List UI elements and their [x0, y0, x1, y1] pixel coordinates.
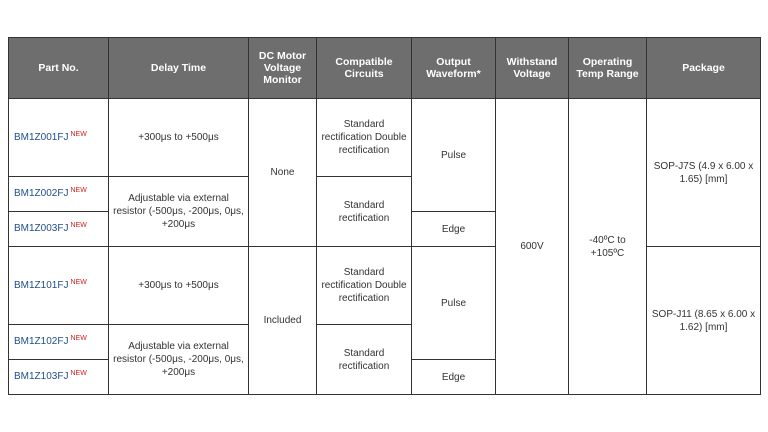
- dc-motor-cell: Included: [249, 247, 317, 395]
- part-cell: [9, 99, 109, 177]
- header-dc-motor-voltage-monitor: DC Motor Voltage Monitor: [249, 38, 317, 99]
- package-cell: SOP-J11 (8.65 x 6.00 x 1.62) [mm]: [647, 247, 761, 395]
- output-waveform-cell: Edge: [412, 360, 496, 395]
- header-compatible-circuits: Compatible Circuits: [317, 38, 412, 99]
- header-output-waveform: Output Waveform*: [412, 38, 496, 99]
- part-cell: [9, 360, 109, 395]
- compatible-circuits-cell: Standard rectification Double rectification: [317, 99, 412, 177]
- part-number-link[interactable]: BM1Z103FJ: [14, 371, 69, 382]
- withstand-voltage-cell: 600V: [496, 99, 569, 395]
- dc-motor-cell: None: [249, 99, 317, 247]
- delay-time-cell: Adjustable via external resistor (-500μs, -200μs, 0μs, +200μs: [109, 177, 249, 247]
- part-number-link[interactable]: BM1Z003FJ: [14, 223, 69, 234]
- table-row: [9, 247, 761, 325]
- new-badge: NEW: [70, 222, 87, 229]
- header-part-no: Part No.: [9, 38, 109, 99]
- part-number-link[interactable]: BM1Z002FJ: [14, 188, 69, 199]
- part-number-link[interactable]: BM1Z001FJ: [14, 131, 69, 143]
- output-waveform-cell: Edge: [412, 212, 496, 247]
- header-package: Package: [647, 38, 761, 99]
- part-cell: [9, 325, 109, 360]
- output-waveform-cell: Pulse: [412, 247, 496, 360]
- new-badge: NEW: [70, 335, 87, 342]
- header-delay-time: Delay Time: [109, 38, 249, 99]
- package-cell: SOP-J7S (4.9 x 6.00 x 1.65) [mm]: [647, 99, 761, 247]
- part-cell: [9, 212, 109, 247]
- new-badge: NEW: [70, 187, 87, 194]
- compatible-circuits-cell: Standard rectification: [317, 325, 412, 395]
- delay-time-cell: Adjustable via external resistor (-500μs, -200μs, 0μs, +200μs: [109, 325, 249, 395]
- new-badge: NEW: [70, 130, 87, 138]
- delay-time-cell: +300μs to +500μs: [109, 247, 249, 325]
- compatible-circuits-cell: Standard rectification Double rectification: [317, 247, 412, 325]
- part-number-link[interactable]: BM1Z101FJ: [14, 279, 69, 291]
- product-table-container: [8, 37, 760, 395]
- part-cell: [9, 177, 109, 212]
- header-withstand-voltage: Withstand Voltage: [496, 38, 569, 99]
- operating-temp-cell: -40ºC to +105ºC: [569, 99, 647, 395]
- new-badge: NEW: [70, 278, 87, 286]
- part-cell: [9, 247, 109, 325]
- table-row: [9, 99, 761, 177]
- compatible-circuits-cell: Standard rectification: [317, 177, 412, 247]
- header-operating-temp-range: Operating Temp Range: [569, 38, 647, 99]
- delay-time-cell: +300μs to +500μs: [109, 99, 249, 177]
- new-badge: NEW: [70, 370, 87, 377]
- product-comparison-table: [8, 37, 761, 395]
- header-row: [9, 38, 761, 99]
- output-waveform-cell: Pulse: [412, 99, 496, 212]
- part-number-link[interactable]: BM1Z102FJ: [14, 336, 69, 347]
